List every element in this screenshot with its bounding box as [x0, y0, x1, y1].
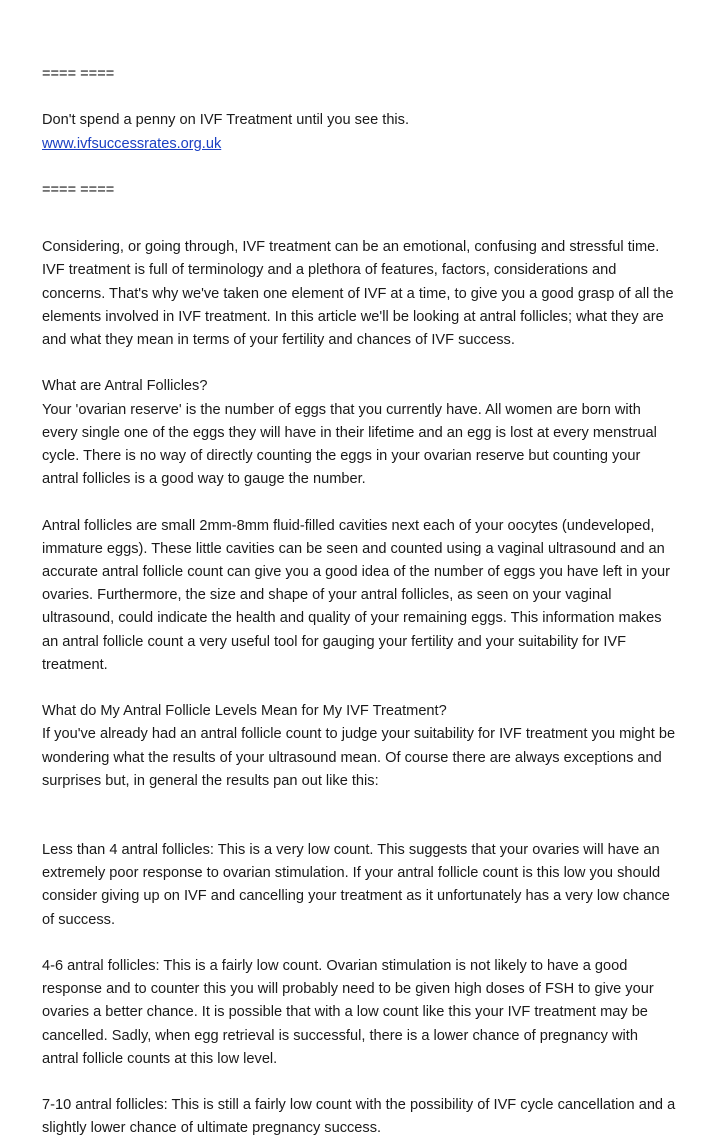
paragraph-line: slightly lower chance of ultimate pregnancy success. [42, 1120, 382, 1137]
follicle-levels-paragraph [42, 723, 692, 793]
paragraph-line: wondering what the results of your ultrasound mean. Of course there are always exceptions and [42, 749, 662, 766]
count-4-6-paragraph [42, 955, 692, 1071]
separator-top: ==== ==== [42, 66, 115, 82]
intro-paragraph [42, 236, 692, 352]
paragraph-line: accurate antral follicle count can give you a good idea of the number of eggs you have left in your [42, 564, 670, 580]
ovarian-reserve-paragraph [42, 399, 692, 492]
paragraph-line: treatment. [42, 656, 108, 673]
document-page [42, 63, 692, 1141]
paragraph-line: ovaries. Furthermore, the size and shape of your antral follicles, as seen on your vaginal [42, 587, 612, 604]
paragraph-line: concerns. That's why we've taken one element of IVF at a time, to give you a good grasp of all the [42, 285, 674, 302]
promo-link[interactable]: www.ivfsuccessrates.org.uk [42, 135, 222, 152]
paragraph-line: elements involved in IVF treatment. In this article we'll be looking at antral follicles; what they are [42, 308, 664, 325]
paragraph-line: an antral follicle count a very useful tool for gauging your fertility and your suitability for IVF [42, 633, 627, 650]
paragraph-line: antral follicle counts at this low level. [42, 1050, 278, 1067]
paragraph-line: cycle. There is no way of directly counting the eggs in your ovarian reserve but counting your [42, 448, 641, 464]
count-7-10-paragraph [42, 1094, 692, 1140]
section-heading-antral-follicles: What are Antral Follicles? [42, 378, 208, 395]
paragraph-line: Considering, or going through, IVF treatment can be an emotional, confusing and stressful time. [42, 239, 660, 256]
antral-definition-paragraph [42, 515, 692, 677]
paragraph-line: 4-6 antral follicles: This is a fairly low count. Ovarian stimulation is not likely to have a good [42, 958, 628, 975]
paragraph-line: and what they mean in terms of your fertility and chances of IVF success. [42, 332, 515, 348]
section-heading-follicle-levels: What do My Antral Follicle Levels Mean for My IVF Treatment? [42, 703, 447, 720]
paragraph-line: Less than 4 antral follicles: This is a very low count. This suggests that your ovaries will have an [42, 842, 660, 859]
paragraph-line: ultrasound, could indicate the health and quality of your remaining eggs. This information makes [42, 610, 662, 627]
paragraph-line: Antral follicles are small 2mm-8mm fluid-filled cavities next each of your oocytes (undeveloped, [42, 517, 655, 534]
paragraph-line: of success. [42, 911, 115, 928]
paragraph-line: every single one of the eggs they will have in their lifetime and an egg is lost at every menstrual [42, 424, 657, 441]
paragraph-line: ovaries a better chance. It is possible that with a low count like this your IVF treatment may be [42, 1004, 648, 1021]
paragraph-line: response and to counter this you will probably need to be given high doses of FSH to give your [42, 981, 654, 998]
count-less-than-4-paragraph [42, 839, 692, 932]
paragraph-line: Your 'ovarian reserve' is the number of eggs that you currently have. All women are born with [42, 401, 641, 418]
paragraph-line: immature eggs). These little cavities can be seen and counted using a vaginal ultrasound and an [42, 540, 665, 557]
paragraph-line: cancelled. Sadly, when egg retrieval is successful, there is a lower chance of pregnancy with [42, 1027, 638, 1044]
separator-bottom: ==== ==== [42, 181, 115, 198]
promo-text: Don't spend a penny on IVF Treatment until you see this. [42, 112, 410, 129]
paragraph-line: consider giving up on IVF and cancelling your treatment as it unfortunately has a very low chance [42, 888, 670, 905]
paragraph-line: antral follicles is a good way to gauge the number. [42, 471, 366, 488]
paragraph-line: 7-10 antral follicles: This is still a fairly low count with the possibility of IVF cycle cancellation and a [42, 1097, 676, 1114]
paragraph-line: IVF treatment is full of terminology and a plethora of features, factors, considerations and [42, 262, 617, 279]
paragraph-line: If you've already had an antral follicle count to judge your suitability for IVF treatment you might be [42, 726, 676, 743]
paragraph-line: extremely poor response to ovarian stimulation. If your antral follicle count is this low you should [42, 865, 661, 882]
paragraph-line: surprises but, in general the results pan out like this: [42, 772, 379, 789]
